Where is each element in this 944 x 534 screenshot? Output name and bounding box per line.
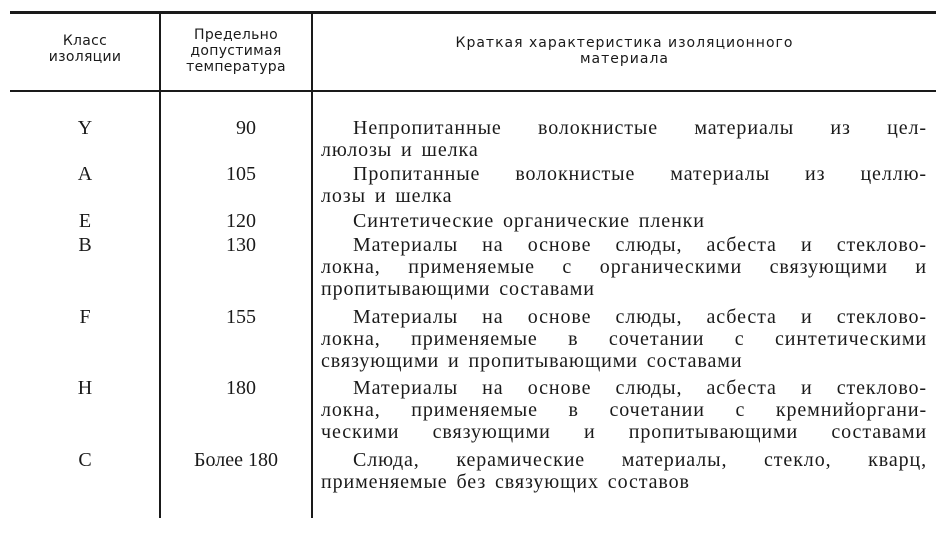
header-class-line: изоляции: [48, 49, 122, 65]
column-divider-1: [159, 14, 161, 518]
description-line: Материалы на основе слюды, асбеста и стеклово-: [353, 234, 927, 256]
row-temperature: Более 180: [194, 449, 278, 471]
row-temperature: 120: [226, 210, 256, 232]
table-top-rule: [10, 11, 936, 14]
row-class: H: [77, 377, 93, 399]
description-line: локна, применяемые в сочетании с кремнийоргани-: [321, 399, 927, 421]
header-temperature: [161, 27, 311, 75]
description-line: Непропитанные волокнистые материалы из цел-: [353, 117, 927, 139]
header-class: [10, 33, 160, 65]
row-class: Y: [77, 117, 93, 139]
row-description: [321, 306, 927, 372]
row-description: [321, 210, 927, 232]
column-divider-2: [311, 14, 313, 518]
header-description-line: Краткая характеристика изоляционного: [455, 35, 794, 51]
row-description: [321, 117, 927, 161]
row-temperature: 180: [226, 377, 256, 399]
table-header-rule: [10, 90, 936, 92]
description-line: связующими и пропитывающими составами: [321, 350, 743, 372]
header-description-line: материала: [579, 51, 669, 67]
row-class: E: [78, 210, 92, 232]
row-class: C: [78, 449, 92, 471]
row-description: [321, 163, 927, 207]
row-temperature: 90: [236, 117, 256, 139]
description-line: Слюда, керамические материалы, стекло, кварц,: [353, 449, 927, 471]
row-temperature: 155: [226, 306, 256, 328]
description-line: Синтетические органические пленки: [353, 210, 705, 232]
header-temperature-line: допустимая: [190, 43, 282, 59]
header-description: [313, 35, 936, 67]
row-temperature: 130: [226, 234, 256, 256]
row-description: [321, 449, 927, 493]
row-class: F: [79, 306, 91, 328]
description-line: Материалы на основе слюды, асбеста и стеклово-: [353, 306, 927, 328]
header-class-line: Класс: [62, 33, 108, 49]
description-line: лозы и шелка: [321, 185, 453, 207]
row-description: [321, 377, 927, 443]
description-line: Материалы на основе слюды, асбеста и стеклово-: [353, 377, 927, 399]
description-line: люлозы и шелка: [321, 139, 479, 161]
description-line: ческими связующими и пропитывающими составами: [321, 421, 927, 443]
row-temperature: 105: [226, 163, 256, 185]
row-class: A: [77, 163, 93, 185]
description-line: применяемые без связующих составов: [321, 471, 690, 493]
row-class: B: [78, 234, 92, 256]
description-line: Пропитанные волокнистые материалы из целлю-: [353, 163, 927, 185]
header-temperature-line: температура: [186, 59, 286, 75]
header-temperature-line: Предельно: [194, 27, 278, 43]
description-line: локна, применяемые с органическими связующими и: [321, 256, 927, 278]
description-line: локна, применяемые в сочетании с синтетическими: [321, 328, 927, 350]
row-description: [321, 234, 927, 300]
description-line: пропитывающими составами: [321, 278, 595, 300]
